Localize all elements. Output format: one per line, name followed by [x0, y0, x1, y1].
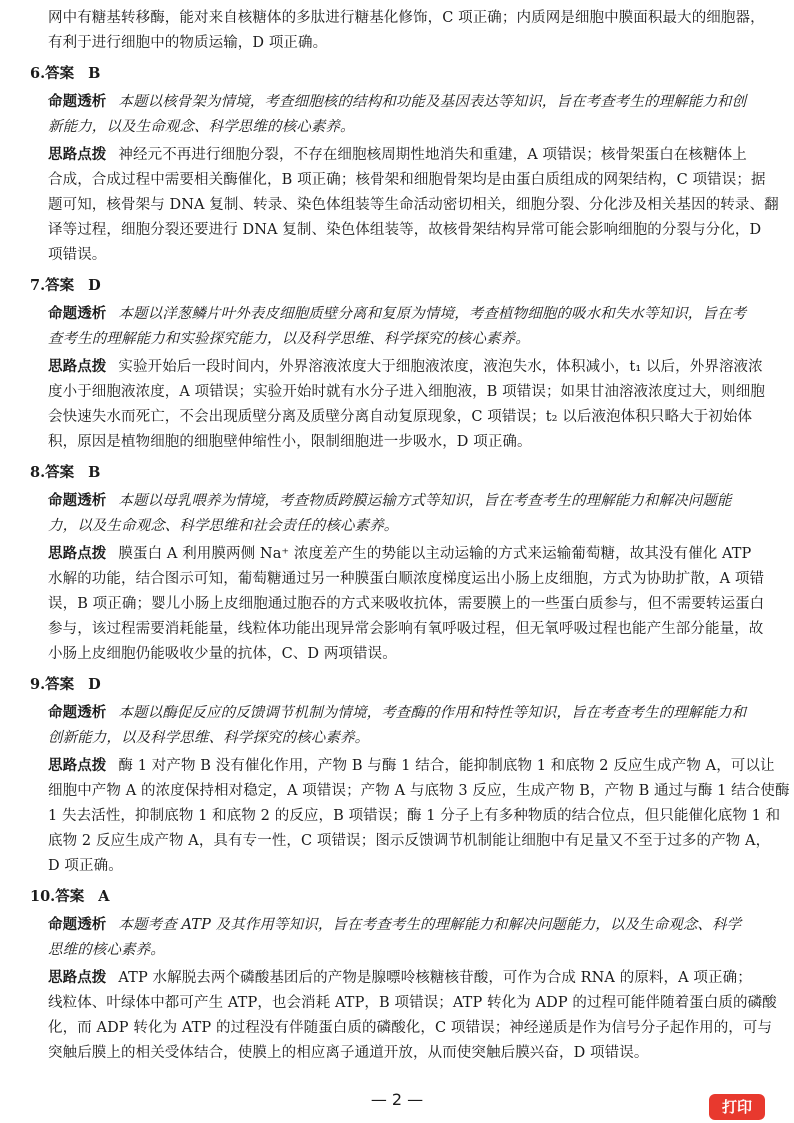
analysis-block-text: 创新能力，以及科学思维、科学探究的核心素养。	[48, 730, 370, 746]
question-block	[30, 273, 768, 455]
text-line	[30, 701, 768, 726]
guide-block-text: 参与，该过程需要消耗能量，线粒体功能出现异常会影响有氧呼吸过程，但无氧呼吸过程也能产生部分能量，故	[48, 621, 764, 637]
guide-block-label: 思路点拨	[48, 147, 107, 163]
text-line	[30, 804, 781, 829]
text-line	[30, 355, 768, 380]
analysis-block-text: 本题以洋葱鳞片叶外表皮细胞质壁分离和复原为情境，考查植物细胞的吸水和失水等知识，旨在考	[118, 306, 747, 322]
text-line	[30, 854, 768, 879]
text-line: 网中有糖基转移酶，能对来自核糖体的多肽进行糖基化修饰，C 项正确；内质网是细胞中膜面积最大的细胞器，	[48, 10, 765, 26]
guide-block-text: 小肠上皮细胞仍能吸收少量的抗体，C、D 两项错误。	[48, 646, 397, 662]
text-line	[30, 243, 768, 268]
text-line	[30, 380, 768, 405]
text-line	[30, 592, 768, 617]
guide-block-text: 误，B 项正确；婴儿小肠上皮细胞通过胞吞的方式来吸收抗体，需要膜上的一些蛋白质参与，但不需要转运蛋白	[48, 596, 765, 612]
analysis-block	[30, 913, 768, 963]
text-line	[30, 489, 768, 514]
text-line	[30, 193, 779, 218]
guide-block	[30, 355, 768, 455]
text-line	[30, 726, 768, 751]
answer-heading	[30, 460, 768, 486]
question-number: 7.	[30, 277, 46, 294]
text-line	[30, 1041, 768, 1066]
question-block	[30, 672, 790, 879]
analysis-block	[30, 302, 768, 352]
text-line	[30, 617, 768, 642]
analysis-block-text: 新能力，以及生命观念、科学思维的核心素养。	[48, 119, 355, 135]
guide-block	[30, 754, 790, 879]
guide-block-text: 水解的功能，结合图示可知，葡萄糖通过另一种膜蛋白顺浓度梯度运出小肠上皮细胞，方式为协助扩散，A 项错	[48, 571, 765, 587]
question-number: 8.	[30, 464, 46, 481]
guide-block-text: 译等过程，细胞分裂还要进行 DNA 复制、染色体组装等，故核骨架结构异常可能会影响细胞的分裂与分化，D	[48, 222, 762, 238]
guide-block-label: 思路点拨	[48, 546, 107, 562]
analysis-block-label: 命题透析	[48, 917, 107, 933]
question-list	[30, 61, 790, 1066]
text-line	[30, 913, 768, 938]
analysis-block	[30, 489, 768, 539]
text-line	[30, 542, 768, 567]
text-line	[30, 302, 768, 327]
answer-content	[30, 6, 790, 1066]
text-line	[30, 991, 777, 1016]
analysis-block-label: 命题透析	[48, 94, 107, 110]
analysis-block-text: 思维的核心素养。	[48, 942, 165, 958]
text-line: 有利于进行细胞中的物质运输，D 项正确。	[48, 35, 328, 51]
guide-block	[30, 542, 768, 667]
guide-block-text: 膜蛋白 A 利用膜两侧 Na⁺ 浓度差产生的势能以主动运输的方式来运输葡萄糖，故其没有催化 ATP	[118, 546, 752, 562]
guide-block	[30, 966, 777, 1066]
text-line	[30, 405, 768, 430]
answer-heading	[30, 672, 768, 698]
print-button[interactable]: 打印	[709, 1094, 765, 1120]
analysis-block-label: 命题透析	[48, 306, 107, 322]
answer-value: B	[88, 464, 101, 481]
guide-block-text: 项错误。	[48, 247, 107, 263]
answer-label: 答案	[45, 65, 75, 82]
guide-block-label: 思路点拨	[48, 970, 107, 986]
analysis-block-label: 命题透析	[48, 493, 107, 509]
text-line	[30, 218, 768, 243]
question-block	[30, 61, 779, 268]
text-line	[30, 514, 768, 539]
guide-block-text: 会快速失水而死亡，不会出现质壁分离及质壁分离自动复原现象，C 项错误；t₂ 以后液泡体积只略大于初始体	[48, 409, 753, 425]
guide-block-label: 思路点拨	[48, 359, 107, 375]
text-line	[30, 168, 768, 193]
answer-value: D	[88, 676, 101, 693]
text-line	[30, 829, 771, 854]
guide-block-text: ATP 水解脱去两个磷酸基团后的产物是腺嘌呤核糖核苷酸，可作为合成 RNA 的原料，A 项正确；	[118, 970, 752, 986]
guide-block-text: 细胞中产物 A 的浓度保持相对稳定，A 项错误；产物 A 与底物 3 反应，生成产物 B，产物 B 通过与酶 1 结合使酶	[48, 783, 790, 799]
question-number: 6.	[30, 65, 46, 82]
text-line	[30, 327, 768, 352]
answer-label: 答案	[55, 888, 85, 905]
text-line	[30, 115, 768, 140]
answer-label: 答案	[45, 464, 75, 481]
analysis-block-text: 本题以酶促反应的反馈调节机制为情境，考查酶的作用和特性等知识，旨在考查考生的理解能力和	[118, 705, 747, 721]
guide-block-text: 度小于细胞液浓度，A 项错误；实验开始时就有水分子进入细胞液，B 项错误；如果甘油溶液浓度过大，则细胞	[48, 384, 765, 400]
question-block	[30, 884, 777, 1066]
text-line	[30, 966, 768, 991]
text-line	[30, 938, 768, 963]
answer-label: 答案	[45, 676, 75, 693]
question-block	[30, 460, 768, 667]
text-line	[30, 90, 768, 115]
guide-block-text: 底物 2 反应生成产物 A，具有专一性，C 项错误；图示反馈调节机制能让细胞中有足量又不至于过多的产物 A，	[48, 833, 771, 849]
analysis-block-text: 力，以及生命观念、科学思维和社会责任的核心素养。	[48, 518, 399, 534]
guide-block-text: 合成，合成过程中需要相关酶催化，B 项正确；核骨架和细胞骨架均是由蛋白质组成的网架结构，C 项错误；据	[48, 172, 766, 188]
guide-block-text: 积，原因是植物细胞的细胞壁伸缩性小，限制细胞进一步吸水，D 项正确。	[48, 434, 532, 450]
text-line	[30, 430, 768, 455]
answer-heading	[30, 61, 768, 87]
guide-block-text: 突触后膜上的相关受体结合，使膜上的相应离子通道开放，从而使突触后膜兴奋，D 项错误。	[48, 1045, 649, 1061]
text-line	[30, 642, 768, 667]
guide-block-text: D 项正确。	[48, 858, 123, 874]
guide-block	[30, 143, 779, 268]
analysis-block-text: 本题考查 ATP 及其作用等知识，旨在考查考生的理解能力和解决问题能力，以及生命观念、科学	[118, 917, 742, 933]
guide-block-text: 线粒体、叶绿体中都可产生 ATP，也会消耗 ATP，B 项错误；ATP 转化为 ADP 的过程可能伴随着蛋白质的磷酸	[48, 995, 777, 1011]
text-line	[30, 779, 790, 804]
answer-heading	[30, 884, 768, 910]
answer-label: 答案	[45, 277, 75, 294]
text-line	[30, 1016, 773, 1041]
analysis-block-label: 命题透析	[48, 705, 107, 721]
guide-block-text: 题可知，核骨架与 DNA 复制、转录、染色体组装等生命活动密切相关，细胞分裂、分化涉及相关基因的转录、翻	[48, 197, 779, 213]
guide-block-text: 化，而 ADP 转化为 ATP 的过程没有伴随蛋白质的磷酸化，C 项错误；神经递质是作为信号分子起作用的，可与	[48, 1020, 773, 1036]
answer-value: D	[88, 277, 101, 294]
analysis-block-text: 本题以母乳喂养为情境，考查物质跨膜运输方式等知识，旨在考查考生的理解能力和解决问题能	[118, 493, 732, 509]
text-line	[30, 567, 768, 592]
question-number: 9.	[30, 676, 46, 693]
answer-heading	[30, 273, 768, 299]
question-number: 10.	[30, 888, 56, 905]
answer-value: A	[98, 888, 110, 905]
guide-block-text: 神经元不再进行细胞分裂，不存在细胞核周期性地消失和重建，A 项错误；核骨架蛋白在核糖体上	[118, 147, 747, 163]
text-line	[30, 143, 768, 168]
analysis-block-text: 本题以核骨架为情境，考查细胞核的结构和功能及基因表达等知识，旨在考查考生的理解能力和创	[118, 94, 747, 110]
guide-block-text: 酶 1 对产物 B 没有催化作用，产物 B 与酶 1 结合，能抑制底物 1 和底物 2 反应生成产物 A，可以让	[118, 758, 775, 774]
analysis-block	[30, 701, 768, 751]
guide-block-text: 1 失去活性，抑制底物 1 和底物 2 的反应，B 项错误；酶 1 分子上有多种物质的结合位点，但只能催化底物 1 和	[48, 808, 781, 824]
text-line	[30, 754, 775, 779]
guide-block-label: 思路点拨	[48, 758, 107, 774]
analysis-block	[30, 90, 768, 140]
answer-value: B	[88, 65, 101, 82]
analysis-block-text: 查考生的理解能力和实验探究能力，以及科学思维、科学探究的核心素养。	[48, 331, 530, 347]
page-number: — 2 —	[370, 1090, 424, 1109]
continued-text	[30, 6, 768, 56]
guide-block-text: 实验开始后一段时间内，外界溶液浓度大于细胞液浓度，液泡失水，体积减小，t₁ 以后，外界溶液浓	[118, 359, 763, 375]
